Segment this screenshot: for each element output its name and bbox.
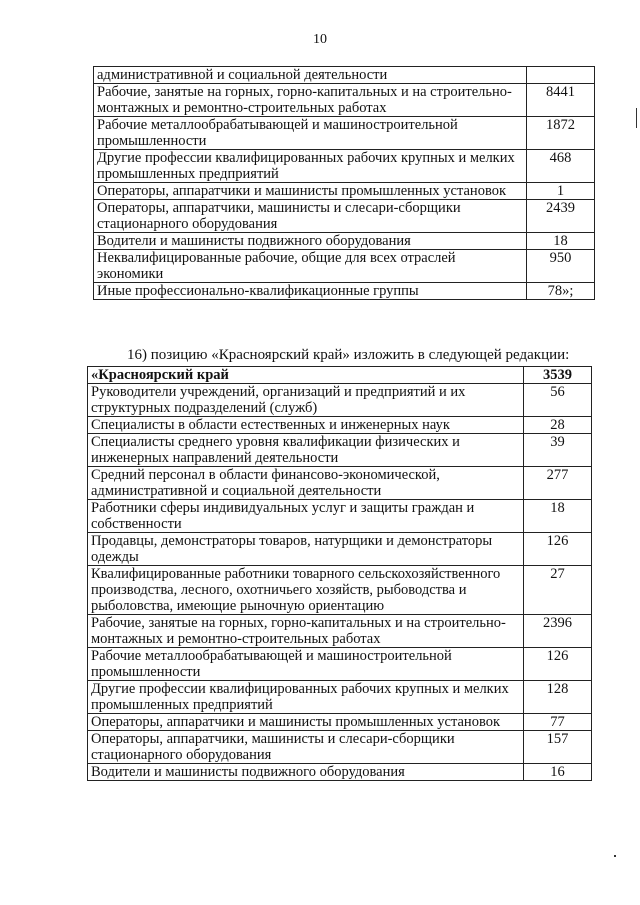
scan-mark xyxy=(614,855,616,857)
table-body xyxy=(88,367,592,781)
occupation-count: 39 xyxy=(524,434,592,467)
occupation-name: Иные профессионально-квалификационные группы xyxy=(94,283,527,300)
region-total: 3539 xyxy=(524,367,592,384)
table-row xyxy=(88,714,592,731)
amendment-paragraph: 16) позицию «Красноярский край» изложить в следующей редакции: xyxy=(127,347,570,363)
table-row xyxy=(88,384,592,417)
occupation-count: 1872 xyxy=(527,117,595,150)
occupation-count: 18 xyxy=(527,233,595,250)
table-row xyxy=(88,648,592,681)
occupation-count: 128 xyxy=(524,681,592,714)
occupation-count: 468 xyxy=(527,150,595,183)
occupation-count: 8441 xyxy=(527,84,595,117)
occupation-name: Водители и машинисты подвижного оборудования xyxy=(94,233,527,250)
table-row xyxy=(88,681,592,714)
table-row xyxy=(88,533,592,566)
table-row xyxy=(94,233,595,250)
table-row xyxy=(94,283,595,300)
table-row xyxy=(94,250,595,283)
occupation-count: 77 xyxy=(524,714,592,731)
occupation-count: 18 xyxy=(524,500,592,533)
table-row xyxy=(94,200,595,233)
occupation-name: Средний персонал в области финансово-экономической, административной и социальной деятельности xyxy=(88,467,524,500)
occupation-name: Специалисты среднего уровня квалификации физических и инженерных направлений деятельности xyxy=(88,434,524,467)
occupation-name: Работники сферы индивидуальных услуг и защиты граждан и собственности xyxy=(88,500,524,533)
occupation-count: 2396 xyxy=(524,615,592,648)
table-row xyxy=(88,467,592,500)
table-row xyxy=(88,764,592,781)
table-header-row xyxy=(88,367,592,384)
occupation-count: 16 xyxy=(524,764,592,781)
table-row xyxy=(88,731,592,764)
krasnoyarsk-occupation-table xyxy=(87,366,592,781)
table-row xyxy=(94,150,595,183)
table-row xyxy=(88,434,592,467)
occupation-name: Операторы, аппаратчики и машинисты промышленных установок xyxy=(88,714,524,731)
table-row xyxy=(94,183,595,200)
occupation-name: Продавцы, демонстраторы товаров, натурщики и демонстраторы одежды xyxy=(88,533,524,566)
occupation-table-continued xyxy=(93,66,595,300)
occupation-name: административной и социальной деятельности xyxy=(94,67,527,84)
occupation-count: 277 xyxy=(524,467,592,500)
occupation-name: Неквалифицированные рабочие, общие для всех отраслей экономики xyxy=(94,250,527,283)
occupation-name: Квалифицированные работники товарного сельскохозяйственного производства, лесного, охотничьего хозяйств, рыбоводства и рыболовства, имеющие рыночную ориентацию xyxy=(88,566,524,615)
occupation-count: 28 xyxy=(524,417,592,434)
occupation-name: Рабочие металлообрабатывающей и машиностроительной промышленности xyxy=(94,117,527,150)
occupation-count: 2439 xyxy=(527,200,595,233)
occupation-name: Другие профессии квалифицированных рабочих крупных и мелких промышленных предприятий xyxy=(88,681,524,714)
table-row xyxy=(88,566,592,615)
occupation-name: Операторы, аппаратчики, машинисты и слесари-сборщики стационарного оборудования xyxy=(88,731,524,764)
occupation-name: Рабочие, занятые на горных, горно-капитальных и на строительно-монтажных и ремонтно-строительных работах xyxy=(88,615,524,648)
page-number: 10 xyxy=(313,32,327,47)
occupation-name: Операторы, аппаратчики и машинисты промышленных установок xyxy=(94,183,527,200)
occupation-count: 78»; xyxy=(527,283,595,300)
occupation-name: Другие профессии квалифицированных рабочих крупных и мелких промышленных предприятий xyxy=(94,150,527,183)
occupation-name: Специалисты в области естественных и инженерных наук xyxy=(88,417,524,434)
occupation-name: Рабочие, занятые на горных, горно-капитальных и на строительно-монтажных и ремонтно-строительных работах xyxy=(94,84,527,117)
occupation-name: Водители и машинисты подвижного оборудования xyxy=(88,764,524,781)
table-row xyxy=(94,84,595,117)
occupation-count: 56 xyxy=(524,384,592,417)
table-row xyxy=(88,417,592,434)
table-body xyxy=(94,67,595,300)
occupation-name: Операторы, аппаратчики, машинисты и слесари-сборщики стационарного оборудования xyxy=(94,200,527,233)
table-row xyxy=(94,67,595,84)
occupation-count: 126 xyxy=(524,533,592,566)
table-row xyxy=(88,500,592,533)
table-row xyxy=(94,117,595,150)
occupation-count: 1 xyxy=(527,183,595,200)
occupation-count: 27 xyxy=(524,566,592,615)
occupation-name: Руководители учреждений, организаций и предприятий и их структурных подразделений (служб) xyxy=(88,384,524,417)
table-row xyxy=(88,615,592,648)
occupation-count: 157 xyxy=(524,731,592,764)
occupation-count: 950 xyxy=(527,250,595,283)
occupation-name: Рабочие металлообрабатывающей и машиностроительной промышленности xyxy=(88,648,524,681)
occupation-count: 126 xyxy=(524,648,592,681)
occupation-count xyxy=(527,67,595,84)
region-name: «Красноярский край xyxy=(88,367,524,384)
scan-mark xyxy=(636,108,637,128)
